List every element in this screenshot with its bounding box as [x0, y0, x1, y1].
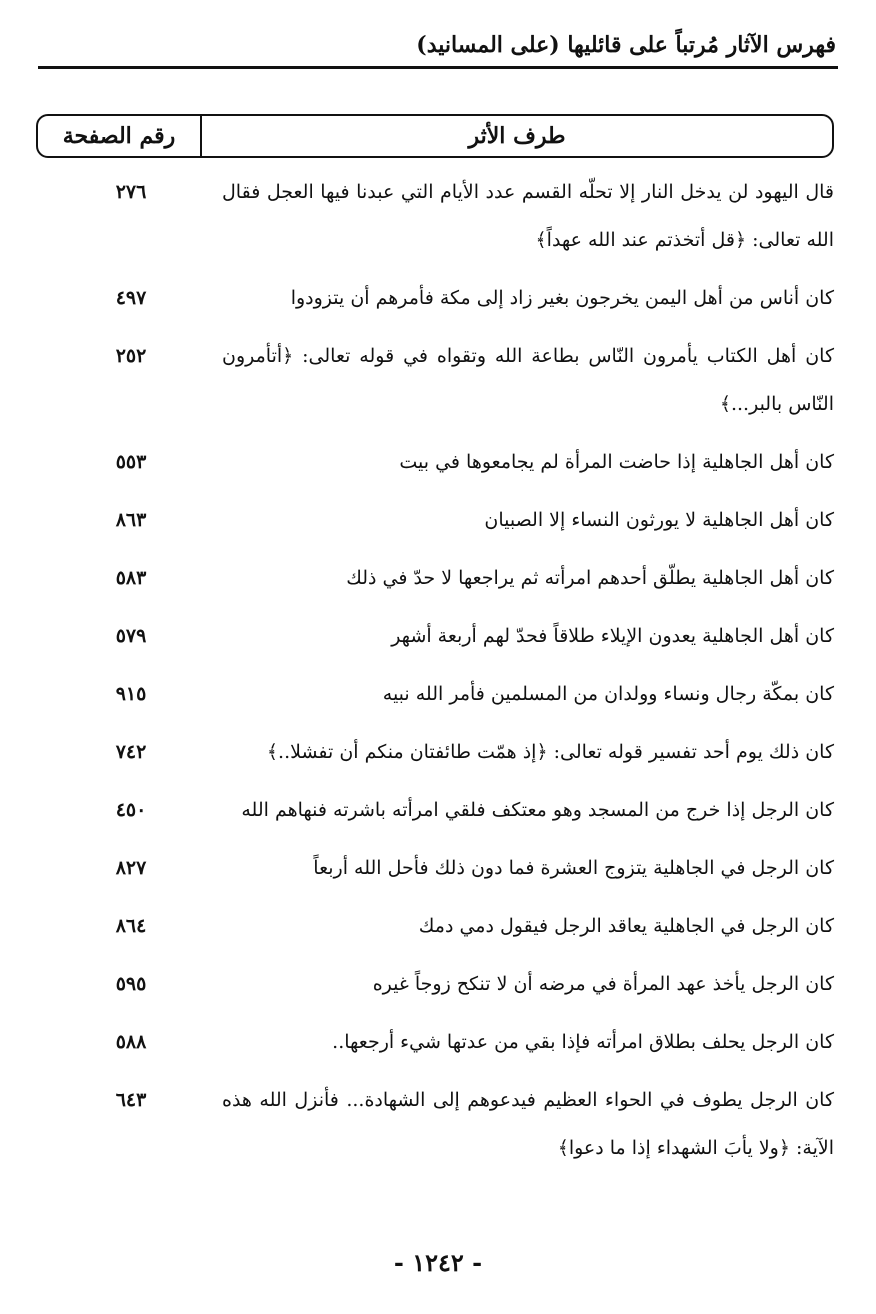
index-row [40, 1018, 834, 1066]
entry-page: ٢٥٢ [115, 345, 147, 367]
entry-page: ٤٩٧ [115, 287, 147, 309]
entry-text: كان الرجل يطوف في الحواء العظيم فيدعوهم إلى الشهادة... فأنزل الله هذه الآية: ﴿ولا يأبَ الشهداء إذا ما دعوا﴾ [222, 1089, 834, 1159]
entry-page: ٦٤٣ [115, 1089, 147, 1111]
entry-text: كان أهل الجاهلية لا يورثون النساء إلا الصبيان [484, 509, 834, 531]
running-header: فهرس الآثار مُرتباً على قائليها (على المسانيد) [416, 32, 836, 58]
entry-page: ٩١٥ [115, 683, 147, 705]
index-row [40, 554, 834, 602]
entry-page: ٥٧٩ [115, 625, 147, 647]
entry-text: كان بمكّة رجال ونساء وولدان من المسلمين فأمر الله نبيه [382, 683, 834, 705]
entry-page: ٨٢٧ [115, 857, 147, 879]
table-header [36, 114, 834, 158]
index-row [40, 902, 834, 950]
index-row [40, 786, 834, 834]
entry-text: كان الرجل يأخذ عهد المرأة في مرضه أن لا تنكح زوجاً غيره [372, 973, 834, 995]
entry-text: كان أهل الجاهلية إذا حاضت المرأة لم يجامعوها في بيت [399, 451, 834, 473]
entry-page: ٨٦٣ [115, 509, 147, 531]
index-row [40, 612, 834, 660]
entry-page: ٥٨٨ [115, 1031, 147, 1053]
column-header-text: طرف الأثر [468, 123, 566, 149]
index-row [40, 728, 834, 776]
entry-page: ٤٥٠ [115, 799, 147, 821]
index-list [40, 168, 834, 1182]
entry-page: ٢٧٦ [115, 181, 147, 203]
entry-text: كان أناس من أهل اليمن يخرجون بغير زاد إلى مكة فأمرهم أن يتزودوا [290, 287, 834, 309]
entry-text: كان ذلك يوم أحد تفسير قوله تعالى: ﴿إذ همّت طائفتان منكم أن تفشلا..﴾ [266, 741, 834, 763]
entry-page: ٥٩٥ [115, 973, 147, 995]
page-number: - ١٢٤٢ - [393, 1248, 483, 1277]
index-row [40, 670, 834, 718]
entry-page: ٨٦٤ [115, 915, 147, 937]
index-row [40, 960, 834, 1008]
entry-text: كان الرجل في الجاهلية يعاقد الرجل فيقول دمي دمك [418, 915, 834, 937]
entry-text: كان الرجل إذا خرج من المسجد وهو معتكف فلقي امرأته باشرته فنهاهم الله [241, 799, 834, 821]
entry-page: ٧٤٢ [115, 741, 147, 763]
header-rule [38, 66, 838, 69]
entry-text: كان الرجل يحلف بطلاق امرأته فإذا بقي من عدتها شيء أرجعها.. [332, 1031, 834, 1053]
entry-text: كان أهل الجاهلية يعدون الإيلاء طلاقاً فحدّ لهم أربعة أشهر [391, 625, 834, 647]
index-row [40, 332, 834, 428]
entry-page: ٥٥٣ [115, 451, 147, 473]
index-row [40, 844, 834, 892]
index-row [40, 168, 834, 264]
index-row [40, 1076, 834, 1172]
entry-text: كان أهل الكتاب يأمرون النّاس بطاعة الله وتقواه في قوله تعالى: ﴿أتأمرون النّاس بالبر...﴾ [222, 345, 834, 415]
index-row [40, 496, 834, 544]
entry-text: قال اليهود لن يدخل النار إلا تحلّه القسم عدد الأيام التي عبدنا فيها العجل فقال الله تعالى: ﴿قل أتخذتم عند الله عهداً﴾ [222, 181, 834, 251]
column-header-page: رقم الصفحة [38, 116, 202, 156]
index-row [40, 274, 834, 322]
entry-text: كان أهل الجاهلية يطلّق أحدهم امرأته ثم يراجعها لا حدّ في ذلك [346, 567, 834, 589]
index-row [40, 438, 834, 486]
entry-text: كان الرجل في الجاهلية يتزوج العشرة فما دون ذلك فأحل الله أربعاً [313, 857, 834, 879]
entry-page: ٥٨٣ [115, 567, 147, 589]
